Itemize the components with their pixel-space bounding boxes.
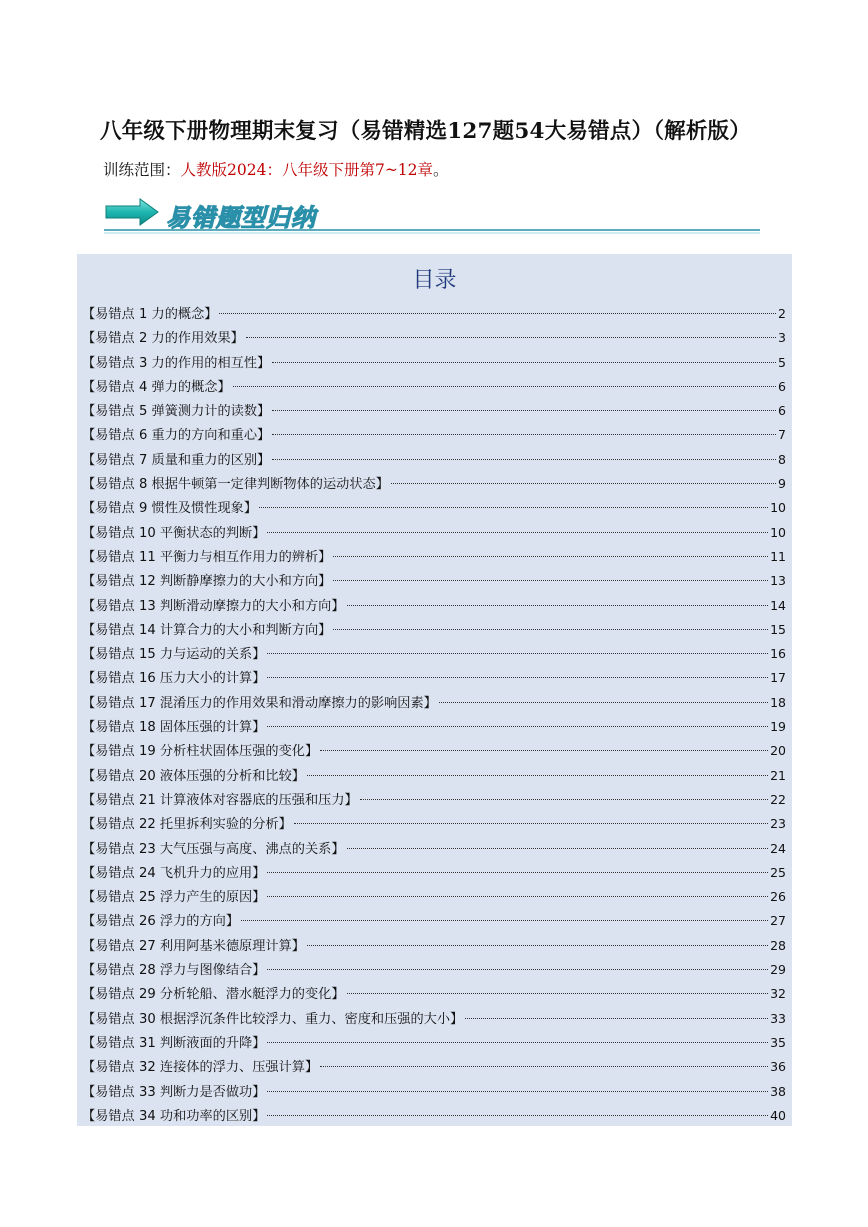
toc-entry-page: 26 xyxy=(770,889,786,905)
toc-entry-page: 7 xyxy=(778,427,786,443)
toc-entry[interactable] xyxy=(82,1105,786,1129)
toc-entry[interactable] xyxy=(82,546,786,570)
toc-entry[interactable] xyxy=(82,303,786,327)
toc-entry-label: 【易错点 7 质量和重力的区别】 xyxy=(82,452,271,468)
toc-entry-page: 3 xyxy=(778,330,786,346)
toc-dot-leader xyxy=(333,629,768,630)
toc-entry-page: 29 xyxy=(770,962,786,978)
toc-entry-label: 【易错点 20 液体压强的分析和比较】 xyxy=(82,768,305,784)
toc-entry[interactable] xyxy=(82,1081,786,1105)
toc-entry[interactable] xyxy=(82,983,786,1007)
toc-dot-leader xyxy=(272,434,776,435)
toc-entry-page: 27 xyxy=(770,913,786,929)
toc-entry-page: 9 xyxy=(778,476,786,492)
toc-dot-leader xyxy=(320,750,768,751)
toc-entry-page: 10 xyxy=(770,500,786,516)
toc-entry-label: 【易错点 17 混淆压力的作用效果和滑动摩擦力的影响因素】 xyxy=(82,695,437,711)
toc-dot-leader xyxy=(307,775,768,776)
toc-entry-label: 【易错点 6 重力的方向和重心】 xyxy=(82,428,271,444)
toc-dot-leader xyxy=(267,726,768,727)
toc-entry[interactable] xyxy=(82,643,786,667)
toc-entry-label: 【易错点 18 固体压强的计算】 xyxy=(82,720,266,736)
toc-entry[interactable] xyxy=(82,570,786,594)
toc-dot-leader xyxy=(391,483,776,484)
toc-list xyxy=(82,303,786,1129)
toc-entry[interactable] xyxy=(82,595,786,619)
toc-entry-page: 28 xyxy=(770,937,786,953)
toc-entry[interactable] xyxy=(82,473,786,497)
toc-entry-label: 【易错点 4 弹力的概念】 xyxy=(82,379,231,395)
toc-entry-label: 【易错点 31 判断液面的升降】 xyxy=(82,1035,266,1051)
toc-entry[interactable] xyxy=(82,376,786,400)
toc-entry-page: 35 xyxy=(770,1034,786,1050)
toc-entry[interactable] xyxy=(82,400,786,424)
toc-entry[interactable] xyxy=(82,740,786,764)
toc-dot-leader xyxy=(267,1042,768,1043)
toc-entry-label: 【易错点 24 飞机升力的应用】 xyxy=(82,865,266,881)
toc-entry[interactable] xyxy=(82,838,786,862)
toc-entry[interactable] xyxy=(82,959,786,983)
toc-entry-page: 11 xyxy=(770,548,786,564)
toc-entry[interactable] xyxy=(82,667,786,691)
toc-entry-label: 【易错点 8 根据牛顿第一定律判断物体的运动状态】 xyxy=(82,477,389,493)
table-of-contents xyxy=(77,254,792,1126)
toc-entry[interactable] xyxy=(82,692,786,716)
section-banner xyxy=(104,196,764,234)
toc-entry[interactable] xyxy=(82,1056,786,1080)
toc-entry[interactable] xyxy=(82,1008,786,1032)
toc-entry[interactable] xyxy=(82,862,786,886)
scope-label: 训练范围： xyxy=(103,161,181,179)
toc-entry-label: 【易错点 28 浮力与图像结合】 xyxy=(82,963,266,979)
toc-entry-label: 【易错点 5 弹簧测力计的读数】 xyxy=(82,404,271,420)
toc-dot-leader xyxy=(320,1066,768,1067)
toc-entry-label: 【易错点 29 分析轮船、潜水艇浮力的变化】 xyxy=(82,987,345,1003)
toc-entry[interactable] xyxy=(82,497,786,521)
toc-entry-label: 【易错点 3 力的作用的相互性】 xyxy=(82,355,271,371)
toc-dot-leader xyxy=(246,337,776,338)
toc-dot-leader xyxy=(267,969,768,970)
toc-entry-page: 25 xyxy=(770,864,786,880)
arrow-right-icon xyxy=(106,199,158,225)
toc-entry-page: 24 xyxy=(770,840,786,856)
toc-entry-page: 17 xyxy=(770,670,786,686)
toc-dot-leader xyxy=(307,945,768,946)
toc-entry[interactable] xyxy=(82,716,786,740)
toc-entry-page: 33 xyxy=(770,1010,786,1026)
toc-heading: 目录 xyxy=(412,268,457,293)
toc-dot-leader xyxy=(233,386,776,387)
toc-entry-label: 【易错点 19 分析柱状固体压强的变化】 xyxy=(82,744,319,760)
toc-dot-leader xyxy=(259,507,768,508)
toc-dot-leader xyxy=(267,677,768,678)
document-title: 八年级下册物理期末复习（易错精选127题54大易错点）（解析版） xyxy=(100,119,751,144)
toc-entry[interactable] xyxy=(82,1032,786,1056)
toc-dot-leader xyxy=(267,532,768,533)
toc-entry-label: 【易错点 32 连接体的浮力、压强计算】 xyxy=(82,1060,319,1076)
toc-entry[interactable] xyxy=(82,886,786,910)
toc-entry-label: 【易错点 14 计算合力的大小和判断方向】 xyxy=(82,622,332,638)
toc-entry-label: 【易错点 26 浮力的方向】 xyxy=(82,914,240,930)
toc-entry[interactable] xyxy=(82,424,786,448)
toc-entry[interactable] xyxy=(82,789,786,813)
toc-entry-page: 14 xyxy=(770,597,786,613)
toc-entry[interactable] xyxy=(82,935,786,959)
toc-entry-label: 【易错点 15 力与运动的关系】 xyxy=(82,647,266,663)
toc-entry[interactable] xyxy=(82,619,786,643)
toc-entry-page: 20 xyxy=(770,743,786,759)
toc-entry-label: 【易错点 2 力的作用效果】 xyxy=(82,331,244,347)
toc-dot-leader xyxy=(347,605,769,606)
toc-entry[interactable] xyxy=(82,327,786,351)
toc-entry-label: 【易错点 10 平衡状态的判断】 xyxy=(82,525,266,541)
toc-entry[interactable] xyxy=(82,449,786,473)
toc-entry-page: 38 xyxy=(770,1083,786,1099)
toc-dot-leader xyxy=(272,362,776,363)
toc-entry-page: 19 xyxy=(770,719,786,735)
toc-dot-leader xyxy=(267,896,768,897)
toc-entry-page: 23 xyxy=(770,816,786,832)
scope-end: 。 xyxy=(433,161,449,179)
toc-dot-leader xyxy=(267,872,768,873)
toc-entry-page: 36 xyxy=(770,1059,786,1075)
toc-entry-label: 【易错点 22 托里拆利实验的分析】 xyxy=(82,817,292,833)
toc-entry-label: 【易错点 13 判断滑动摩擦力的大小和方向】 xyxy=(82,598,345,614)
toc-entry-page: 13 xyxy=(770,573,786,589)
toc-dot-leader xyxy=(267,653,768,654)
toc-dot-leader xyxy=(294,823,768,824)
toc-entry-page: 16 xyxy=(770,646,786,662)
toc-entry-label: 【易错点 34 功和功率的区别】 xyxy=(82,1108,266,1124)
toc-entry-page: 22 xyxy=(770,791,786,807)
toc-entry-label: 【易错点 30 根据浮沉条件比较浮力、重力、密度和压强的大小】 xyxy=(82,1011,464,1027)
toc-entry-page: 18 xyxy=(770,694,786,710)
toc-entry[interactable] xyxy=(82,765,786,789)
toc-entry-page: 6 xyxy=(778,378,786,394)
toc-dot-leader xyxy=(439,702,768,703)
toc-entry-label: 【易错点 33 判断力是否做功】 xyxy=(82,1084,266,1100)
scope-value: 人教版2024：八年级下册第7~12章 xyxy=(180,161,434,179)
toc-entry-page: 10 xyxy=(770,524,786,540)
toc-dot-leader xyxy=(347,848,769,849)
toc-dot-leader xyxy=(333,580,768,581)
training-scope xyxy=(103,158,449,180)
banner-title: 易错题型归纳 xyxy=(166,204,316,232)
toc-entry-label: 【易错点 21 计算液体对容器底的压强和压力】 xyxy=(82,792,358,808)
toc-dot-leader xyxy=(347,993,769,994)
toc-dot-leader xyxy=(267,1091,768,1092)
toc-entry-page: 5 xyxy=(778,354,786,370)
toc-entry-page: 15 xyxy=(770,621,786,637)
toc-entry-label: 【易错点 25 浮力产生的原因】 xyxy=(82,890,266,906)
toc-entry-label: 【易错点 27 利用阿基米德原理计算】 xyxy=(82,938,305,954)
toc-dot-leader xyxy=(360,799,768,800)
toc-entry-page: 2 xyxy=(778,306,786,321)
toc-entry-label: 【易错点 9 惯性及惯性现象】 xyxy=(82,501,258,517)
toc-dot-leader xyxy=(241,920,768,921)
toc-entry-label: 【易错点 1 力的概念】 xyxy=(82,307,218,322)
toc-entry[interactable] xyxy=(82,522,786,546)
toc-entry-page: 32 xyxy=(770,986,786,1002)
toc-entry[interactable] xyxy=(82,813,786,837)
toc-dot-leader xyxy=(465,1018,768,1019)
toc-entry-label: 【易错点 16 压力大小的计算】 xyxy=(82,671,266,687)
toc-dot-leader xyxy=(219,313,776,314)
toc-entry-page: 21 xyxy=(770,767,786,783)
toc-entry-page: 8 xyxy=(778,451,786,467)
toc-entry-label: 【易错点 12 判断静摩擦力的大小和方向】 xyxy=(82,574,332,590)
toc-entry-page: 40 xyxy=(770,1107,786,1123)
toc-dot-leader xyxy=(333,556,768,557)
toc-entry-page: 6 xyxy=(778,403,786,419)
toc-dot-leader xyxy=(272,459,776,460)
toc-entry[interactable] xyxy=(82,352,786,376)
toc-entry-label: 【易错点 23 大气压强与高度、沸点的关系】 xyxy=(82,841,345,857)
toc-dot-leader xyxy=(267,1115,768,1116)
toc-entry-label: 【易错点 11 平衡力与相互作用力的辨析】 xyxy=(82,549,332,565)
toc-entry[interactable] xyxy=(82,910,786,934)
toc-dot-leader xyxy=(272,410,776,411)
